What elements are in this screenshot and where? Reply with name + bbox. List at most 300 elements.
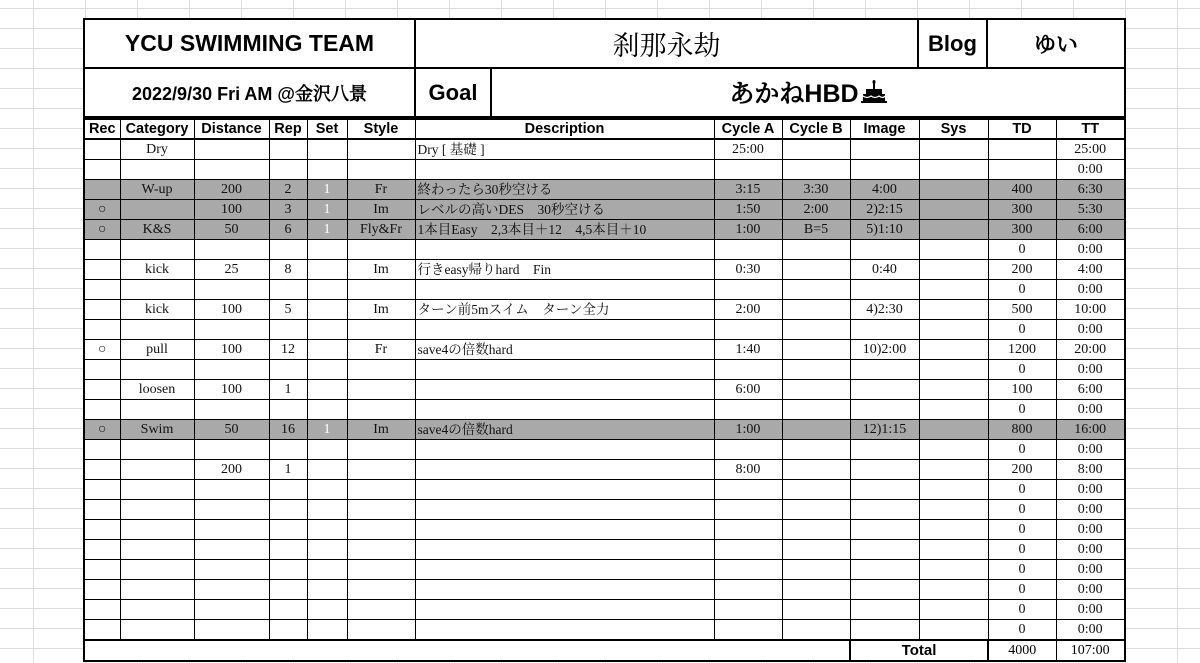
category-cell[interactable] bbox=[120, 320, 194, 340]
sys-cell[interactable] bbox=[919, 560, 988, 580]
cycle-b-cell[interactable]: 3:30 bbox=[782, 180, 850, 200]
description-cell[interactable] bbox=[415, 560, 714, 580]
cycle-b-cell[interactable]: B=5 bbox=[782, 220, 850, 240]
style-cell[interactable]: Im bbox=[347, 420, 415, 440]
rep-cell[interactable]: 8 bbox=[269, 260, 307, 280]
tt-cell[interactable]: 20:00 bbox=[1056, 340, 1125, 360]
cycle-b-cell[interactable] bbox=[782, 380, 850, 400]
rec-cell[interactable] bbox=[84, 360, 120, 380]
td-cell[interactable]: 0 bbox=[988, 440, 1056, 460]
description-cell[interactable] bbox=[415, 240, 714, 260]
distance-cell[interactable] bbox=[194, 500, 269, 520]
description-cell[interactable]: save4の倍数hard bbox=[415, 420, 714, 440]
image-cell[interactable] bbox=[850, 380, 919, 400]
style-cell[interactable] bbox=[347, 400, 415, 420]
rep-cell[interactable] bbox=[269, 280, 307, 300]
td-cell[interactable]: 800 bbox=[988, 420, 1056, 440]
sys-cell[interactable] bbox=[919, 500, 988, 520]
cycle-b-cell[interactable] bbox=[782, 320, 850, 340]
cycle-a-cell[interactable] bbox=[714, 560, 782, 580]
rep-cell[interactable] bbox=[269, 520, 307, 540]
set-cell[interactable] bbox=[307, 560, 347, 580]
style-cell[interactable] bbox=[347, 240, 415, 260]
sys-cell[interactable] bbox=[919, 160, 988, 180]
sys-cell[interactable] bbox=[919, 280, 988, 300]
td-cell[interactable]: 0 bbox=[988, 480, 1056, 500]
cycle-b-cell[interactable] bbox=[782, 300, 850, 320]
distance-cell[interactable] bbox=[194, 280, 269, 300]
rep-cell[interactable]: 16 bbox=[269, 420, 307, 440]
description-cell[interactable] bbox=[415, 500, 714, 520]
description-cell[interactable]: 終わったら30秒空ける bbox=[415, 180, 714, 200]
cycle-b-cell[interactable] bbox=[782, 600, 850, 620]
column-header-style[interactable]: Style bbox=[347, 119, 415, 139]
td-cell[interactable] bbox=[988, 160, 1056, 180]
goal-label[interactable]: Goal bbox=[415, 68, 491, 117]
distance-cell[interactable]: 50 bbox=[194, 420, 269, 440]
description-cell[interactable] bbox=[415, 460, 714, 480]
distance-cell[interactable] bbox=[194, 320, 269, 340]
sys-cell[interactable] bbox=[919, 460, 988, 480]
style-cell[interactable]: Fr bbox=[347, 180, 415, 200]
category-cell[interactable] bbox=[120, 460, 194, 480]
set-cell[interactable] bbox=[307, 320, 347, 340]
column-header-td[interactable]: TD bbox=[988, 119, 1056, 139]
tt-cell[interactable]: 0:00 bbox=[1056, 480, 1125, 500]
cycle-a-cell[interactable]: 1:40 bbox=[714, 340, 782, 360]
td-cell[interactable]: 0 bbox=[988, 400, 1056, 420]
workout-title[interactable]: 刹那永劫 bbox=[415, 19, 918, 68]
rep-cell[interactable] bbox=[269, 540, 307, 560]
td-cell[interactable]: 300 bbox=[988, 220, 1056, 240]
rec-cell[interactable] bbox=[84, 520, 120, 540]
rec-cell[interactable] bbox=[84, 160, 120, 180]
column-header-cycle-b[interactable]: Cycle B bbox=[782, 119, 850, 139]
set-cell[interactable] bbox=[307, 520, 347, 540]
cycle-a-cell[interactable] bbox=[714, 580, 782, 600]
distance-cell[interactable] bbox=[194, 620, 269, 641]
cycle-a-cell[interactable] bbox=[714, 440, 782, 460]
rec-cell[interactable] bbox=[84, 320, 120, 340]
image-cell[interactable] bbox=[850, 580, 919, 600]
set-cell[interactable] bbox=[307, 240, 347, 260]
sys-cell[interactable] bbox=[919, 139, 988, 160]
image-cell[interactable] bbox=[850, 160, 919, 180]
tt-cell[interactable]: 0:00 bbox=[1056, 240, 1125, 260]
description-cell[interactable] bbox=[415, 440, 714, 460]
distance-cell[interactable] bbox=[194, 400, 269, 420]
sys-cell[interactable] bbox=[919, 240, 988, 260]
rec-cell[interactable] bbox=[84, 400, 120, 420]
rep-cell[interactable] bbox=[269, 560, 307, 580]
cycle-a-cell[interactable] bbox=[714, 160, 782, 180]
cycle-a-cell[interactable]: 25:00 bbox=[714, 139, 782, 160]
rec-cell[interactable] bbox=[84, 540, 120, 560]
image-cell[interactable]: 4)2:30 bbox=[850, 300, 919, 320]
category-cell[interactable]: K&S bbox=[120, 220, 194, 240]
description-cell[interactable] bbox=[415, 320, 714, 340]
cycle-b-cell[interactable] bbox=[782, 340, 850, 360]
style-cell[interactable] bbox=[347, 460, 415, 480]
td-cell[interactable]: 0 bbox=[988, 520, 1056, 540]
description-cell[interactable]: Dry [ 基礎 ] bbox=[415, 139, 714, 160]
tt-cell[interactable]: 0:00 bbox=[1056, 500, 1125, 520]
total-spacer[interactable] bbox=[84, 640, 850, 661]
rec-cell[interactable] bbox=[84, 620, 120, 641]
td-cell[interactable]: 0 bbox=[988, 600, 1056, 620]
description-cell[interactable] bbox=[415, 380, 714, 400]
rec-cell[interactable] bbox=[84, 560, 120, 580]
image-cell[interactable] bbox=[850, 400, 919, 420]
description-cell[interactable]: 行きeasy帰りhard Fin bbox=[415, 260, 714, 280]
cycle-b-cell[interactable]: 2:00 bbox=[782, 200, 850, 220]
tt-cell[interactable]: 0:00 bbox=[1056, 560, 1125, 580]
cycle-b-cell[interactable] bbox=[782, 580, 850, 600]
category-cell[interactable]: Dry bbox=[120, 139, 194, 160]
sys-cell[interactable] bbox=[919, 360, 988, 380]
category-cell[interactable] bbox=[120, 240, 194, 260]
distance-cell[interactable]: 100 bbox=[194, 380, 269, 400]
set-cell[interactable] bbox=[307, 340, 347, 360]
cycle-b-cell[interactable] bbox=[782, 280, 850, 300]
image-cell[interactable] bbox=[850, 620, 919, 641]
category-cell[interactable]: W-up bbox=[120, 180, 194, 200]
category-cell[interactable] bbox=[120, 580, 194, 600]
description-cell[interactable] bbox=[415, 160, 714, 180]
rec-cell[interactable] bbox=[84, 240, 120, 260]
rep-cell[interactable]: 5 bbox=[269, 300, 307, 320]
column-header-rep[interactable]: Rep bbox=[269, 119, 307, 139]
distance-cell[interactable] bbox=[194, 560, 269, 580]
td-cell[interactable]: 400 bbox=[988, 180, 1056, 200]
sys-cell[interactable] bbox=[919, 620, 988, 641]
rep-cell[interactable] bbox=[269, 139, 307, 160]
style-cell[interactable] bbox=[347, 360, 415, 380]
image-cell[interactable] bbox=[850, 139, 919, 160]
description-cell[interactable] bbox=[415, 400, 714, 420]
td-cell[interactable]: 500 bbox=[988, 300, 1056, 320]
style-cell[interactable] bbox=[347, 540, 415, 560]
cycle-a-cell[interactable]: 2:00 bbox=[714, 300, 782, 320]
category-cell[interactable] bbox=[120, 440, 194, 460]
rep-cell[interactable] bbox=[269, 580, 307, 600]
style-cell[interactable]: Im bbox=[347, 300, 415, 320]
column-header-sys[interactable]: Sys bbox=[919, 119, 988, 139]
category-cell[interactable]: kick bbox=[120, 260, 194, 280]
sys-cell[interactable] bbox=[919, 520, 988, 540]
set-cell[interactable] bbox=[307, 260, 347, 280]
set-cell[interactable] bbox=[307, 300, 347, 320]
rep-cell[interactable] bbox=[269, 500, 307, 520]
style-cell[interactable] bbox=[347, 520, 415, 540]
rep-cell[interactable]: 1 bbox=[269, 460, 307, 480]
distance-cell[interactable]: 100 bbox=[194, 340, 269, 360]
cycle-b-cell[interactable] bbox=[782, 560, 850, 580]
cycle-b-cell[interactable] bbox=[782, 400, 850, 420]
rec-cell[interactable] bbox=[84, 580, 120, 600]
tt-cell[interactable]: 0:00 bbox=[1056, 600, 1125, 620]
cycle-b-cell[interactable] bbox=[782, 139, 850, 160]
cycle-b-cell[interactable] bbox=[782, 500, 850, 520]
rep-cell[interactable] bbox=[269, 400, 307, 420]
rep-cell[interactable]: 1 bbox=[269, 380, 307, 400]
rep-cell[interactable] bbox=[269, 440, 307, 460]
description-cell[interactable] bbox=[415, 580, 714, 600]
tt-cell[interactable]: 8:00 bbox=[1056, 460, 1125, 480]
total-time[interactable]: 107:00 bbox=[1056, 640, 1125, 661]
style-cell[interactable] bbox=[347, 500, 415, 520]
rep-cell[interactable]: 2 bbox=[269, 180, 307, 200]
goal-cell[interactable] bbox=[491, 68, 1125, 117]
rep-cell[interactable] bbox=[269, 360, 307, 380]
column-header-category[interactable]: Category bbox=[120, 119, 194, 139]
cycle-a-cell[interactable] bbox=[714, 480, 782, 500]
blog-author[interactable]: ゆい bbox=[987, 19, 1125, 68]
image-cell[interactable]: 4:00 bbox=[850, 180, 919, 200]
set-cell[interactable] bbox=[307, 480, 347, 500]
cycle-a-cell[interactable]: 8:00 bbox=[714, 460, 782, 480]
cycle-b-cell[interactable] bbox=[782, 240, 850, 260]
tt-cell[interactable]: 6:00 bbox=[1056, 380, 1125, 400]
set-cell[interactable] bbox=[307, 540, 347, 560]
style-cell[interactable] bbox=[347, 620, 415, 641]
rep-cell[interactable]: 6 bbox=[269, 220, 307, 240]
cycle-b-cell[interactable] bbox=[782, 440, 850, 460]
style-cell[interactable]: Im bbox=[347, 260, 415, 280]
description-cell[interactable]: save4の倍数hard bbox=[415, 340, 714, 360]
distance-cell[interactable]: 200 bbox=[194, 180, 269, 200]
image-cell[interactable] bbox=[850, 500, 919, 520]
distance-cell[interactable] bbox=[194, 160, 269, 180]
sys-cell[interactable] bbox=[919, 480, 988, 500]
cycle-a-cell[interactable] bbox=[714, 600, 782, 620]
rep-cell[interactable] bbox=[269, 620, 307, 641]
cycle-b-cell[interactable] bbox=[782, 420, 850, 440]
cycle-a-cell[interactable] bbox=[714, 360, 782, 380]
category-cell[interactable] bbox=[120, 540, 194, 560]
column-header-distance[interactable]: Distance bbox=[194, 119, 269, 139]
set-cell[interactable] bbox=[307, 160, 347, 180]
category-cell[interactable] bbox=[120, 200, 194, 220]
cycle-b-cell[interactable] bbox=[782, 480, 850, 500]
image-cell[interactable] bbox=[850, 440, 919, 460]
column-header-rec[interactable]: Rec bbox=[84, 119, 120, 139]
image-cell[interactable] bbox=[850, 280, 919, 300]
category-cell[interactable] bbox=[120, 400, 194, 420]
td-cell[interactable] bbox=[988, 139, 1056, 160]
tt-cell[interactable]: 10:00 bbox=[1056, 300, 1125, 320]
tt-cell[interactable]: 0:00 bbox=[1056, 280, 1125, 300]
category-cell[interactable] bbox=[120, 520, 194, 540]
rep-cell[interactable] bbox=[269, 240, 307, 260]
sys-cell[interactable] bbox=[919, 440, 988, 460]
set-cell[interactable] bbox=[307, 620, 347, 641]
image-cell[interactable] bbox=[850, 520, 919, 540]
distance-cell[interactable] bbox=[194, 440, 269, 460]
distance-cell[interactable]: 100 bbox=[194, 200, 269, 220]
rec-cell[interactable] bbox=[84, 139, 120, 160]
distance-cell[interactable]: 200 bbox=[194, 460, 269, 480]
image-cell[interactable] bbox=[850, 600, 919, 620]
td-cell[interactable]: 1200 bbox=[988, 340, 1056, 360]
style-cell[interactable] bbox=[347, 139, 415, 160]
set-cell[interactable]: 1 bbox=[307, 220, 347, 240]
sys-cell[interactable] bbox=[919, 300, 988, 320]
category-cell[interactable] bbox=[120, 280, 194, 300]
rec-cell[interactable] bbox=[84, 460, 120, 480]
tt-cell[interactable]: 16:00 bbox=[1056, 420, 1125, 440]
td-cell[interactable]: 0 bbox=[988, 360, 1056, 380]
cycle-a-cell[interactable] bbox=[714, 540, 782, 560]
description-cell[interactable] bbox=[415, 480, 714, 500]
tt-cell[interactable]: 5:30 bbox=[1056, 200, 1125, 220]
distance-cell[interactable] bbox=[194, 580, 269, 600]
category-cell[interactable] bbox=[120, 360, 194, 380]
td-cell[interactable]: 100 bbox=[988, 380, 1056, 400]
category-cell[interactable]: Swim bbox=[120, 420, 194, 440]
cycle-a-cell[interactable]: 6:00 bbox=[714, 380, 782, 400]
sys-cell[interactable] bbox=[919, 320, 988, 340]
cycle-a-cell[interactable] bbox=[714, 320, 782, 340]
cycle-b-cell[interactable] bbox=[782, 540, 850, 560]
set-cell[interactable]: 1 bbox=[307, 200, 347, 220]
td-cell[interactable]: 0 bbox=[988, 500, 1056, 520]
image-cell[interactable]: 2)2:15 bbox=[850, 200, 919, 220]
tt-cell[interactable]: 6:30 bbox=[1056, 180, 1125, 200]
cycle-a-cell[interactable]: 0:30 bbox=[714, 260, 782, 280]
category-cell[interactable] bbox=[120, 500, 194, 520]
distance-cell[interactable]: 25 bbox=[194, 260, 269, 280]
cycle-a-cell[interactable] bbox=[714, 620, 782, 641]
rec-cell[interactable] bbox=[84, 440, 120, 460]
description-cell[interactable]: ターン前5mスイム ターン全力 bbox=[415, 300, 714, 320]
style-cell[interactable] bbox=[347, 320, 415, 340]
cycle-b-cell[interactable] bbox=[782, 520, 850, 540]
style-cell[interactable] bbox=[347, 600, 415, 620]
set-cell[interactable] bbox=[307, 500, 347, 520]
set-cell[interactable]: 1 bbox=[307, 420, 347, 440]
cycle-a-cell[interactable]: 1:50 bbox=[714, 200, 782, 220]
description-cell[interactable] bbox=[415, 540, 714, 560]
rec-cell[interactable] bbox=[84, 280, 120, 300]
sys-cell[interactable] bbox=[919, 580, 988, 600]
style-cell[interactable] bbox=[347, 280, 415, 300]
style-cell[interactable] bbox=[347, 560, 415, 580]
sys-cell[interactable] bbox=[919, 260, 988, 280]
cycle-a-cell[interactable]: 1:00 bbox=[714, 420, 782, 440]
tt-cell[interactable]: 0:00 bbox=[1056, 320, 1125, 340]
image-cell[interactable]: 5)1:10 bbox=[850, 220, 919, 240]
rec-cell[interactable] bbox=[84, 300, 120, 320]
distance-cell[interactable] bbox=[194, 540, 269, 560]
sys-cell[interactable] bbox=[919, 220, 988, 240]
description-cell[interactable] bbox=[415, 280, 714, 300]
tt-cell[interactable]: 6:00 bbox=[1056, 220, 1125, 240]
td-cell[interactable]: 0 bbox=[988, 540, 1056, 560]
distance-cell[interactable] bbox=[194, 240, 269, 260]
sys-cell[interactable] bbox=[919, 340, 988, 360]
td-cell[interactable]: 0 bbox=[988, 620, 1056, 641]
cycle-b-cell[interactable] bbox=[782, 360, 850, 380]
set-cell[interactable] bbox=[307, 580, 347, 600]
date-place[interactable]: 2022/9/30 Fri AM @金沢八景 bbox=[84, 68, 415, 117]
category-cell[interactable] bbox=[120, 160, 194, 180]
category-cell[interactable]: kick bbox=[120, 300, 194, 320]
rep-cell[interactable] bbox=[269, 160, 307, 180]
column-header-image[interactable]: Image bbox=[850, 119, 919, 139]
category-cell[interactable] bbox=[120, 600, 194, 620]
sys-cell[interactable] bbox=[919, 540, 988, 560]
sys-cell[interactable] bbox=[919, 180, 988, 200]
distance-cell[interactable] bbox=[194, 139, 269, 160]
style-cell[interactable] bbox=[347, 440, 415, 460]
set-cell[interactable] bbox=[307, 440, 347, 460]
tt-cell[interactable]: 0:00 bbox=[1056, 580, 1125, 600]
cycle-b-cell[interactable] bbox=[782, 620, 850, 641]
cycle-a-cell[interactable]: 1:00 bbox=[714, 220, 782, 240]
sys-cell[interactable] bbox=[919, 400, 988, 420]
total-label[interactable]: Total bbox=[850, 640, 988, 661]
description-cell[interactable] bbox=[415, 520, 714, 540]
rec-cell[interactable] bbox=[84, 180, 120, 200]
style-cell[interactable]: Fly&Fr bbox=[347, 220, 415, 240]
tt-cell[interactable]: 0:00 bbox=[1056, 540, 1125, 560]
image-cell[interactable]: 12)1:15 bbox=[850, 420, 919, 440]
td-cell[interactable]: 0 bbox=[988, 240, 1056, 260]
rec-cell[interactable] bbox=[84, 500, 120, 520]
set-cell[interactable] bbox=[307, 380, 347, 400]
column-header-cycle-a[interactable]: Cycle A bbox=[714, 119, 782, 139]
column-header-tt[interactable]: TT bbox=[1056, 119, 1125, 139]
distance-cell[interactable] bbox=[194, 520, 269, 540]
rep-cell[interactable]: 3 bbox=[269, 200, 307, 220]
rep-cell[interactable] bbox=[269, 320, 307, 340]
style-cell[interactable] bbox=[347, 160, 415, 180]
td-cell[interactable]: 0 bbox=[988, 560, 1056, 580]
tt-cell[interactable]: 4:00 bbox=[1056, 260, 1125, 280]
td-cell[interactable]: 0 bbox=[988, 320, 1056, 340]
column-header-set[interactable]: Set bbox=[307, 119, 347, 139]
set-cell[interactable] bbox=[307, 280, 347, 300]
distance-cell[interactable] bbox=[194, 480, 269, 500]
category-cell[interactable]: pull bbox=[120, 340, 194, 360]
style-cell[interactable]: Im bbox=[347, 200, 415, 220]
set-cell[interactable] bbox=[307, 600, 347, 620]
td-cell[interactable]: 0 bbox=[988, 280, 1056, 300]
sys-cell[interactable] bbox=[919, 420, 988, 440]
description-cell[interactable] bbox=[415, 360, 714, 380]
rep-cell[interactable] bbox=[269, 600, 307, 620]
blog-label[interactable]: Blog bbox=[918, 19, 987, 68]
set-cell[interactable] bbox=[307, 139, 347, 160]
rec-cell[interactable]: ○ bbox=[84, 420, 120, 440]
set-cell[interactable]: 1 bbox=[307, 180, 347, 200]
sys-cell[interactable] bbox=[919, 380, 988, 400]
rec-cell[interactable]: ○ bbox=[84, 220, 120, 240]
sys-cell[interactable] bbox=[919, 200, 988, 220]
distance-cell[interactable]: 50 bbox=[194, 220, 269, 240]
cycle-a-cell[interactable] bbox=[714, 400, 782, 420]
distance-cell[interactable]: 100 bbox=[194, 300, 269, 320]
description-cell[interactable] bbox=[415, 600, 714, 620]
team-name[interactable]: YCU SWIMMING TEAM bbox=[84, 19, 415, 68]
distance-cell[interactable] bbox=[194, 600, 269, 620]
column-header-description[interactable]: Description bbox=[415, 119, 714, 139]
total-distance[interactable]: 4000 bbox=[988, 640, 1056, 661]
image-cell[interactable] bbox=[850, 320, 919, 340]
description-cell[interactable]: レベルの高いDES 30秒空ける bbox=[415, 200, 714, 220]
cycle-a-cell[interactable] bbox=[714, 500, 782, 520]
